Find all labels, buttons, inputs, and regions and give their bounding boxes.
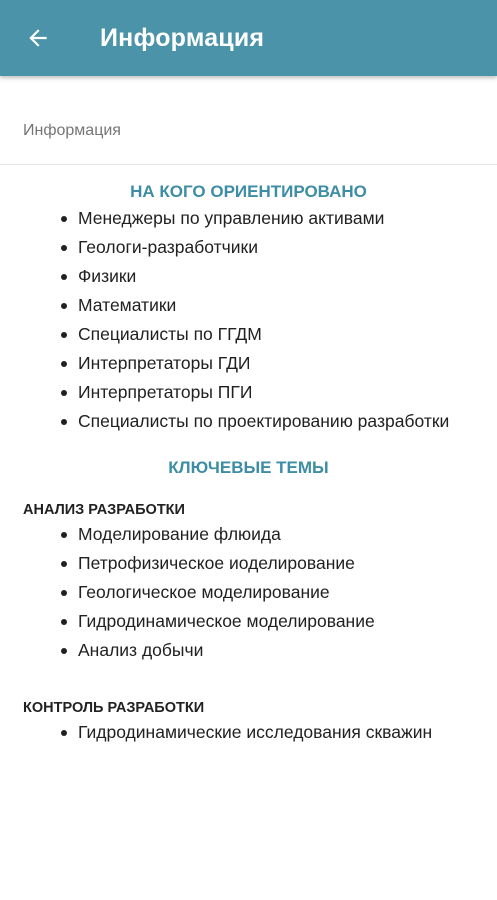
list-item: Интерпретаторы ГДИ — [78, 349, 467, 378]
list-item: Анализ добычи — [78, 636, 467, 665]
back-button[interactable] — [14, 14, 62, 62]
list-item: Интерпретаторы ПГИ — [78, 378, 467, 407]
analysis-list — [0, 520, 497, 665]
group-title-analysis: АНАЛИЗ РАЗРАБОТКИ — [23, 502, 185, 518]
audience-list — [0, 204, 497, 436]
page-title: Информация — [100, 24, 265, 52]
list-item: Моделирование флюида — [78, 520, 467, 549]
control-list — [0, 718, 497, 747]
arrow-left-icon — [25, 25, 51, 51]
list-item: Геологи-разработчики — [78, 233, 467, 262]
list-item: Петрофизическое иоделирование — [78, 549, 467, 578]
list-item: Специалисты по ГГДМ — [78, 320, 467, 349]
list-item: Математики — [78, 291, 467, 320]
list-item: Гидродинамические исследования скважин — [78, 718, 467, 747]
topics-heading: КЛЮЧЕВЫЕ ТЕМЫ — [168, 458, 329, 477]
list-item: Геологическое моделирование — [78, 578, 467, 607]
list-item: Менеджеры по управлению активами — [78, 204, 467, 233]
list-item: Физики — [78, 262, 467, 291]
section-label: Информация — [23, 122, 121, 139]
info-content — [0, 165, 497, 747]
app-bar — [0, 0, 497, 76]
list-item: Гидродинамическое моделирование — [78, 607, 467, 636]
list-item: Специалисты по проектированию разработки — [78, 407, 467, 436]
audience-heading: НА КОГО ОРИЕНТИРОВАНО — [130, 182, 367, 201]
group-title-control: КОНТРОЛЬ РАЗРАБОТКИ — [23, 700, 205, 716]
